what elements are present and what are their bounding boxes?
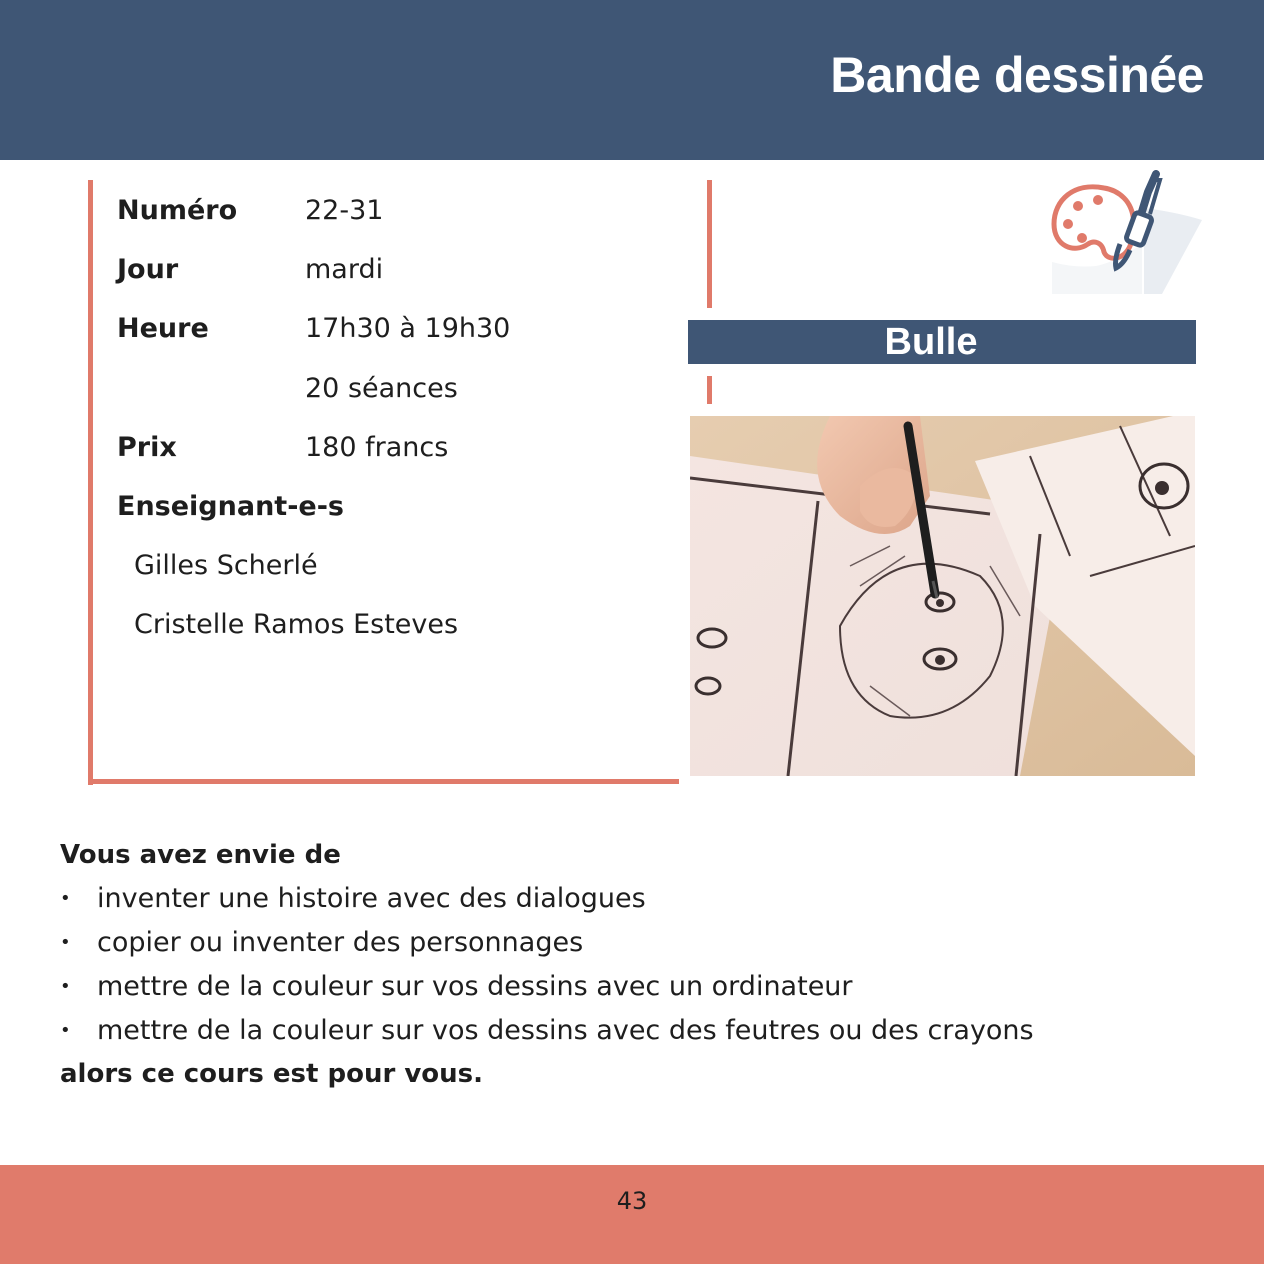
list-item-text: mettre de la couleur sur vos dessins avec des feutres ou des crayons xyxy=(97,1015,1034,1046)
sessions-value: 20 séances xyxy=(305,373,458,404)
price-label: Prix xyxy=(117,432,177,463)
page-header xyxy=(0,0,1264,160)
number-label: Numéro xyxy=(117,195,238,226)
bullet-icon: • xyxy=(60,932,71,953)
bullet-icon: • xyxy=(60,888,71,909)
course-subtitle-banner xyxy=(688,320,1196,364)
page-title: Bande dessinée xyxy=(830,47,1204,103)
teachers-label: Enseignant-e-s xyxy=(117,491,344,522)
list-item-text: inventer une histoire avec des dialogues xyxy=(97,883,646,914)
info-box-left-border xyxy=(88,180,93,785)
teacher-name: Cristelle Ramos Esteves xyxy=(134,609,459,640)
vertical-divider xyxy=(707,180,712,308)
list-item-text: mettre de la couleur sur vos dessins avec un ordinateur xyxy=(97,971,853,1002)
manga-drawing-photo xyxy=(690,416,1195,776)
teacher-name: Gilles Scherlé xyxy=(134,550,318,581)
day-value: mardi xyxy=(305,254,384,285)
time-value: 17h30 à 19h30 xyxy=(305,313,511,344)
vertical-divider xyxy=(707,376,712,404)
bullet-icon: • xyxy=(60,976,71,997)
price-value: 180 francs xyxy=(305,432,449,463)
palette-brush-icon xyxy=(1044,170,1204,298)
course-subtitle: Bulle xyxy=(884,321,978,363)
description-intro: Vous avez envie de xyxy=(60,840,341,870)
list-item-text: copier ou inventer des personnages xyxy=(97,927,584,958)
description-outro: alors ce cours est pour vous. xyxy=(60,1059,484,1089)
page-number: 43 xyxy=(616,1187,648,1215)
info-box-bottom-border xyxy=(88,779,679,784)
day-label: Jour xyxy=(117,254,179,285)
number-value: 22-31 xyxy=(305,195,384,226)
page-footer xyxy=(0,1165,1264,1264)
time-label: Heure xyxy=(117,313,209,344)
bullet-icon: • xyxy=(60,1020,71,1041)
